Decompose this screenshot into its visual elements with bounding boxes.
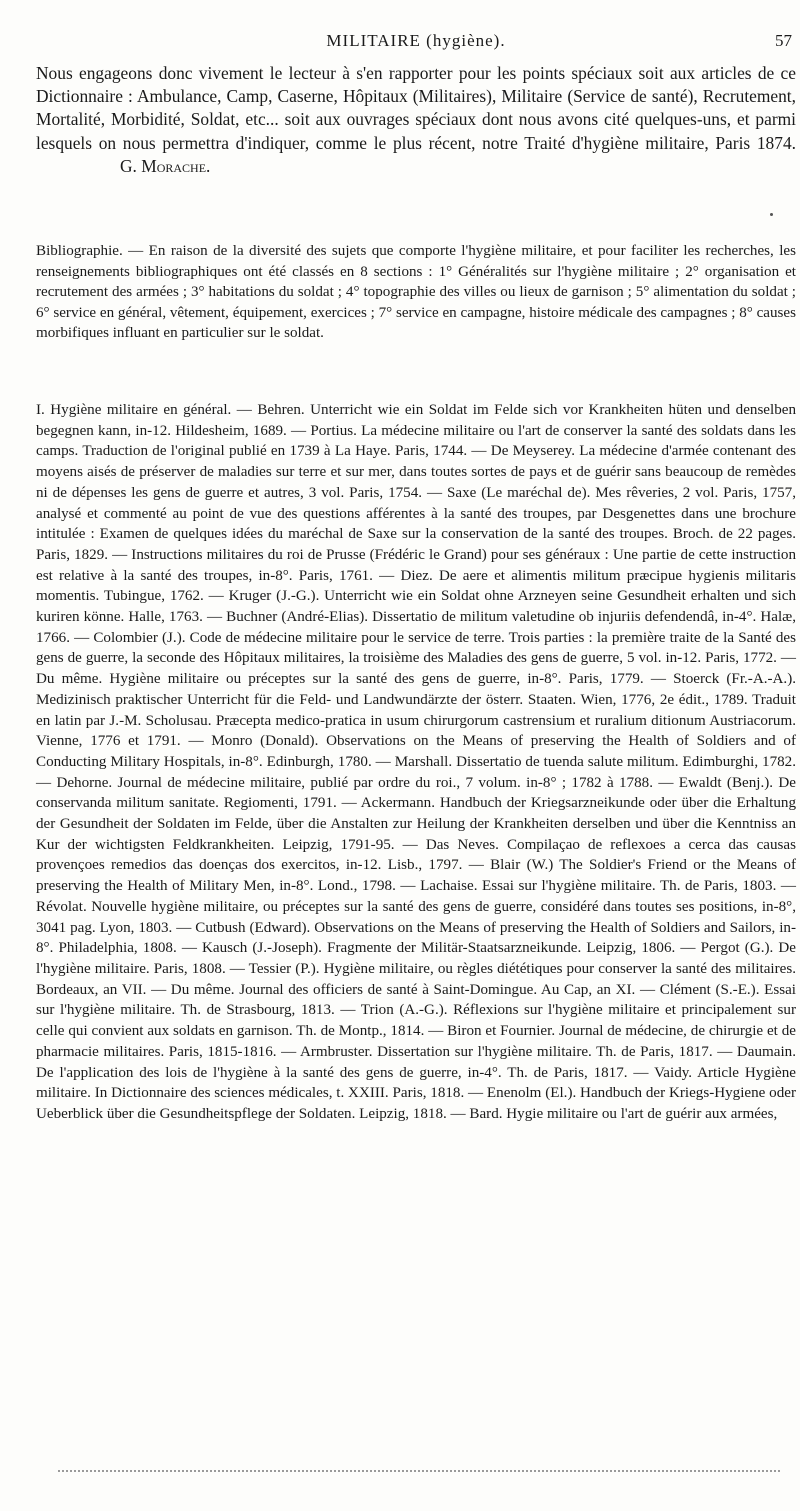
bottom-dotted-rule: [58, 1470, 780, 1474]
page-number: 57: [775, 31, 792, 50]
intro-text: Nous engageons donc vivement le lecteur à s'en rapporter pour les points spéciaux soit aux articles de ce Dictionnaire : Ambulance, Camp, Caserne, Hôpitaux (Militaires), Militaire (Service de santé), Recrutement, Mortalité, Morbidité, Soldat, etc... soit aux ouvrages spéciaux dont nous avons cité quelques-uns, et parmi lesquels on nous permettra d'indiquer, comme le plus récent, notre Traité d'hygiène militaire, Paris 1874.: [36, 63, 796, 153]
page-header: [36, 28, 796, 56]
scan-speck: [770, 213, 773, 216]
intro-paragraph: [36, 62, 796, 178]
bibliography-paragraph: Bibliographie. — En raison de la diversité des sujets que comporte l'hygiène militaire, et pour faciliter les recherches, les renseignements bibliographiques ont été classés en 8 sections : 1° Généralités sur l'hygiène militaire ; 2° organisation et recrutement des armées ; 3° habitations du soldat ; 4° topographie des villes ou lieux de garnison ; 5° alimentation du soldat ; 6° service en général, vêtement, équipement, exercices ; 7° service en campagne, histoire médicale des campagnes ; 8° causes morbifiques influant en particulier sur le soldat.: [36, 243, 796, 342]
section-1-paragraph: I. Hygiène militaire en général. — Behren. Unterricht wie ein Soldat im Felde sich vor Krankheiten hüten und denselben begegnen kann, in-12. Hildesheim, 1689. — Portius. La médecine militaire ou l'art de conserver la santé des soldats dans les camps. Traduction de l'original publié en 1739 à La Haye. Paris, 1744. — De Meyserey. La médecine d'armée contenant des moyens aisés de préserver de maladies sur terre et sur mer, dans toutes sortes de pays et de guérir sans beaucoup de remèdes ni de dépenses les gens de guerre et autres, 3 vol. Paris, 1754. — Saxe (Le maréchal de). Mes rêveries, 2 vol. Paris, 1757, analysé et commenté au point de vue des questions afférentes à la santé des troupes, par Desgenettes dans une brochure intitulée : Examen de quelques idées du maréchal de Saxe sur la conservation de la santé des troupes. Broch. de 22 pages. Paris, 1829. — Instructions militaires du roi de Prusse (Frédéric le Grand) pour ses généraux : Une partie de cette instruction est relative à la santé des troupes, in-8°. Paris, 1761. — Diez. De aere et alimentis militum præcipue hygienis militaris momentis. Tubingue, 1762. — Kruger (J.-G.). Unterricht wie ein Soldat ohne Arzneyen seine Gesundheit erhalten und sich kuriren könne. Halle, 1763. — Buchner (André-Elias). Dissertatio de militum valetudine ob injuriis defendendâ, in-4°. Halæ, 1766. — Colombier (J.). Code de médecine militaire pour le service de terre. Trois parties : la première traite de la Santé des gens de guerre, la seconde des Hôpitaux militaires, la troisième des Maladies des gens de guerre, 5 vol. in-12. Paris, 1772. — Du même. Hygiène militaire ou préceptes sur la santé des gens de guerre, in-8°. Paris, 1779. — Stoerck (Fr.-A.-A.). Medizinisch praktischer Unterricht für die Feld- und Landwundärzte der österr. Staaten. Wien, 1776, 2e édit., 1789. Traduit en latin par J.-M. Scholusau. Præcepta medico-pratica in usum chirurgorum castrensium et ruralium ditionum Austriacorum. Vienne, 1776 et 1791. — Monro (Donald). Observations on the Means of preserving the Health of Soldiers and of Conducting Military Hospitals, in-8°. Edinburgh, 1780. — Marshall. Dissertatio de tuenda salute militum. Edimburghi, 1782. — Dehorne. Journal de médecine militaire, publié par ordre du roi., 7 volum. in-8° ; 1782 à 1788. — Ewaldt (Benj.). De conservanda militum sanitate. Regiomenti, 1791. — Ackermann. Handbuch der Kriegsarzneikunde oder über die Erhaltung der Gesundheit der Soldaten im Felde, über die Anstalten zur Heilung der Krankheiten derselben und über die Kenntniss an Kur der wichtigsten Feldkrankheiten. Leipzig, 1791-95. — Das Neves. Compilaçao de reflexoes a cerca das causas provençoes remedios das doenças dos exercitos, in-12. Lisb., 1797. — Blair (W.) The Soldier's Friend or the Means of preserving the Health of Military Men, in-8°. Lond., 1798. — Lachaise. Essai sur l'hygiène militaire. Th. de Paris, 1803. — Révolat. Nouvelle hygiène militaire, ou préceptes sur la santé des gens de guerre, considéré dans toutes ses positions, in-8°, 3041 pag. Lyon, 1803. — Cutbush (Edward). Observations on the Means of preserving the Health of Soldiers and Sailors, in-8°. Philadelphia, 1808. — Kausch (J.-Joseph). Fragmente der Militär-Staatsarzneikunde. Leipzig, 1806. — Pergot (G.). De l'hygiène militaire. Paris, 1808. — Tessier (P.). Hygiène militaire, ou règles diététiques pour conserver la santé des militaires. Bordeaux, an VII. — Du même. Journal des officiers de santé à Saint-Domingue. Au Cap, an XI. — Clément (S.-E.). Essai sur l'hygiène militaire. Th. de Strasbourg, 1813. — Trion (A.-G.). Réflexions sur l'hygiène militaire et principalement sur celle qui convient aux soldats en garnison. Th. de Montp., 1814. — Biron et Fournier. Journal de médecine, de chirurgie et de pharmacie militaires. Paris, 1815-1816. — Armbruster. Dissertation sur l'hygiène militaire. Th. de Paris, 1817. — Daumain. De l'application des lois de l'hygiène à la santé des gens de guerre, in-4°. Th. de Paris, 1817. — Vaidy. Article Hygiène militaire. In Dictionnaire des sciences médicales, t. XXIII. Paris, 1818. — Enenolm (El.). Handbuch der Kriegs-Hygiene oder Ueberblick über die Gesundheitspflege der Soldaten. Leipzig, 1818. — Bard. Hygie militaire ou l'art de guérir aux armées,: [36, 402, 796, 1122]
running-title: MILITAIRE (hygiène).: [326, 31, 506, 50]
author-signature: G. Morache.: [120, 155, 211, 176]
